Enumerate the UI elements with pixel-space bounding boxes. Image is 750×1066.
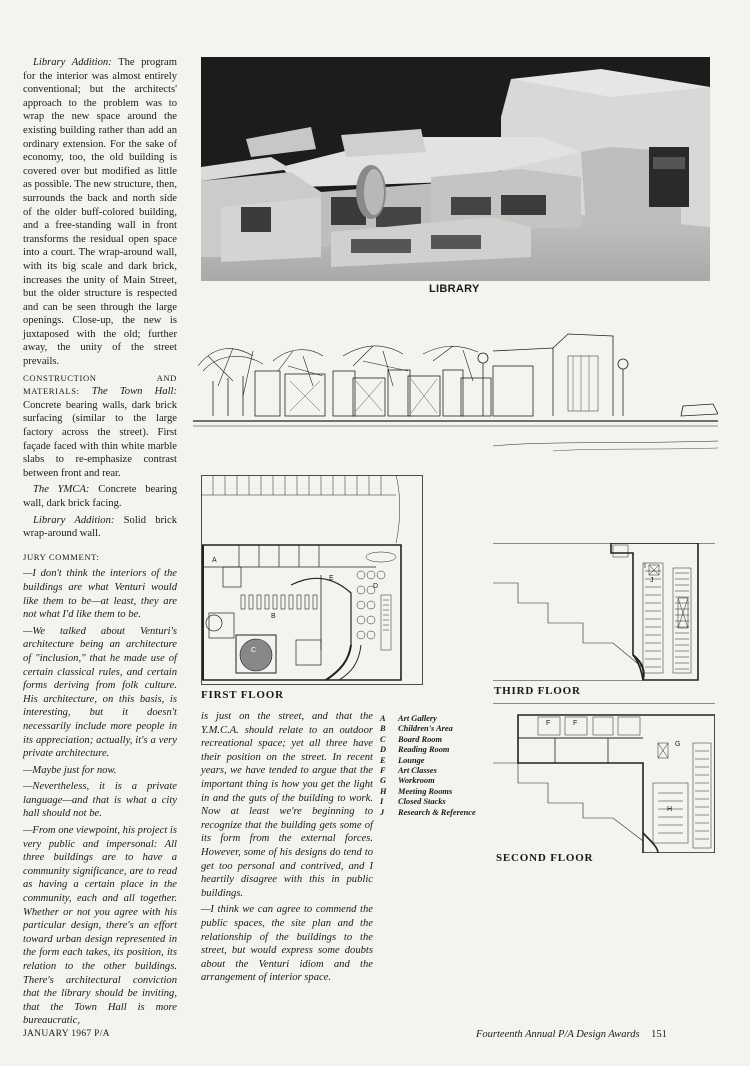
plan-mark-g: G bbox=[675, 741, 681, 748]
ymca-paragraph bbox=[23, 483, 177, 510]
plan-mark-d: D bbox=[373, 583, 379, 590]
second-floor-plan bbox=[493, 703, 715, 853]
first-floor-caption: FIRST FLOOR bbox=[201, 689, 284, 701]
footer-issue: JANUARY 1967 P/A bbox=[23, 1029, 110, 1039]
plan-legend bbox=[380, 714, 500, 818]
plan-mark-j: J bbox=[650, 577, 654, 584]
town-hall-heading: The Town Hall: bbox=[91, 386, 177, 398]
plan-mark-f2: F bbox=[573, 720, 578, 727]
library-model-photo bbox=[201, 57, 710, 281]
plan-mark-c: C bbox=[251, 647, 257, 654]
legend-row: F Art Classes bbox=[380, 766, 437, 776]
legend-row: A Art Gallery bbox=[380, 714, 437, 723]
town-hall-text: Concrete bearing walls, dark brick surfacing (similar to the large factory across the street). First façade faced with thin white marble slabs to re-emphasize contrast between front and rear. bbox=[23, 399, 177, 479]
construction-paragraph bbox=[23, 372, 177, 481]
legend-row: G Workroom bbox=[380, 776, 435, 786]
middle-column bbox=[201, 710, 373, 988]
library-paragraph bbox=[23, 56, 177, 369]
library-text: The program for the interior was almost entirely conventional; but the architects' approach to the problem was to wrap the new space around the existing building rather than add an ordinary extension. For the sake of economy, too, the old building is covered over but modified as little as possible. The new structure, then, surrounds the back and north side of the older buff-colored building, and a free-standing wall in front transforms the residual open space into a court. The wrap-around wall, with its big scale and dark brick, increases the unity of Main Street, but the older structure is respected and can be seen through the large openings. Close-up, the new is juxtaposed with the old; further away, the unity of the street prevails. bbox=[23, 57, 177, 368]
left-column bbox=[23, 56, 177, 1031]
plan-mark-b: B bbox=[271, 613, 276, 620]
legend-row: I Closed Stacks bbox=[380, 797, 446, 807]
construction-heading: CONSTRUCTION AND MATERIALS: bbox=[23, 372, 177, 397]
ymca-text: Concrete bearing wall, dark brick facing. bbox=[23, 484, 178, 509]
plan-mark-i: I bbox=[644, 563, 646, 570]
plan-mark-f1: F bbox=[546, 720, 551, 727]
middle-paragraph: —I think we can agree to commend the public spaces, the site plan and the relationship of the buildings to the street, but would express some doubts about the Venturi idiom and the arrangement of interior space. bbox=[201, 904, 373, 984]
jury-paragraph: —We talked about Venturi's architecture being an architecture of "inclusion," that he made use of certain classical rules, and certain forms deriving from folk culture. His architecture, on this basis, is interesting, but it doesn't necessarily include more people in its appreciation; actually, it's a very private architecture. bbox=[23, 625, 177, 760]
library-caption: LIBRARY bbox=[429, 283, 480, 295]
second-floor-caption: SECOND FLOOR bbox=[496, 852, 594, 864]
page-number: 151 bbox=[651, 1029, 667, 1040]
legend-row: B Children's Area bbox=[380, 724, 453, 734]
footer-publication-title: Fourteenth Annual P/A Design Awards bbox=[476, 1029, 640, 1040]
plan-mark-a: A bbox=[212, 557, 217, 564]
footer-title bbox=[476, 1029, 667, 1040]
plan-mark-h: H bbox=[667, 806, 673, 813]
library-materials-heading: Library Addition: bbox=[33, 514, 115, 526]
legend-row: J Research & Reference bbox=[380, 807, 476, 817]
ymca-heading: The YMCA: bbox=[33, 484, 90, 496]
third-floor-plan bbox=[493, 543, 715, 681]
jury-paragraph: —Nevertheless, it is a private language—and that is what a city hall should not be. bbox=[23, 781, 177, 820]
street-elevation-sketch bbox=[193, 326, 718, 458]
third-floor-caption: THIRD FLOOR bbox=[494, 685, 581, 697]
legend-row: H Meeting Rooms bbox=[380, 786, 453, 796]
middle-paragraph: is just on the street, and that the Y.M.C.A. should relate to an outdoor recreational space; yet all three have their position on the street. In recent years, we have tended to argue that the important thing is how you get the light in and the guts of the building to work. Now at least we're beginning to recognize that the building gets some of its form from the external forces. However, some of his designs do tend to get too personal and contrived, and I heartily disagree with this in public buildings. bbox=[201, 711, 373, 899]
jury-heading: JURY COMMENT: bbox=[23, 551, 100, 562]
jury-comments bbox=[23, 567, 177, 1028]
first-floor-plan bbox=[201, 475, 423, 685]
legend-row: E Lounge bbox=[380, 755, 425, 765]
legend-row: D Reading Room bbox=[380, 745, 450, 755]
jury-paragraph: —I don't think the interiors of the buildings are what Venturi would like them to be—at least, they are not what I'd like them to be. bbox=[23, 568, 177, 621]
library-materials-paragraph bbox=[23, 514, 177, 541]
plan-mark-e: E bbox=[329, 575, 334, 582]
library-heading: Library Addition: bbox=[33, 57, 112, 68]
jury-paragraph: —From one viewpoint, his project is very public and impersonal: All three buildings are to have a community significance, are to read as having a certain place in the community, each and all together. Whether or not you agree with his particular design, there's an effort toward urban design represented in the form each takes, its position, its relation to the other buildings. There's architectural conviction that the library should be inviting, that the Town Hall is more bureaucratic, bbox=[23, 825, 177, 1027]
legend-row: C Board Room bbox=[380, 734, 442, 744]
library-materials-text: Solid brick wrap-around wall. bbox=[23, 514, 177, 540]
jury-paragraph: —Maybe just for now. bbox=[23, 764, 117, 776]
